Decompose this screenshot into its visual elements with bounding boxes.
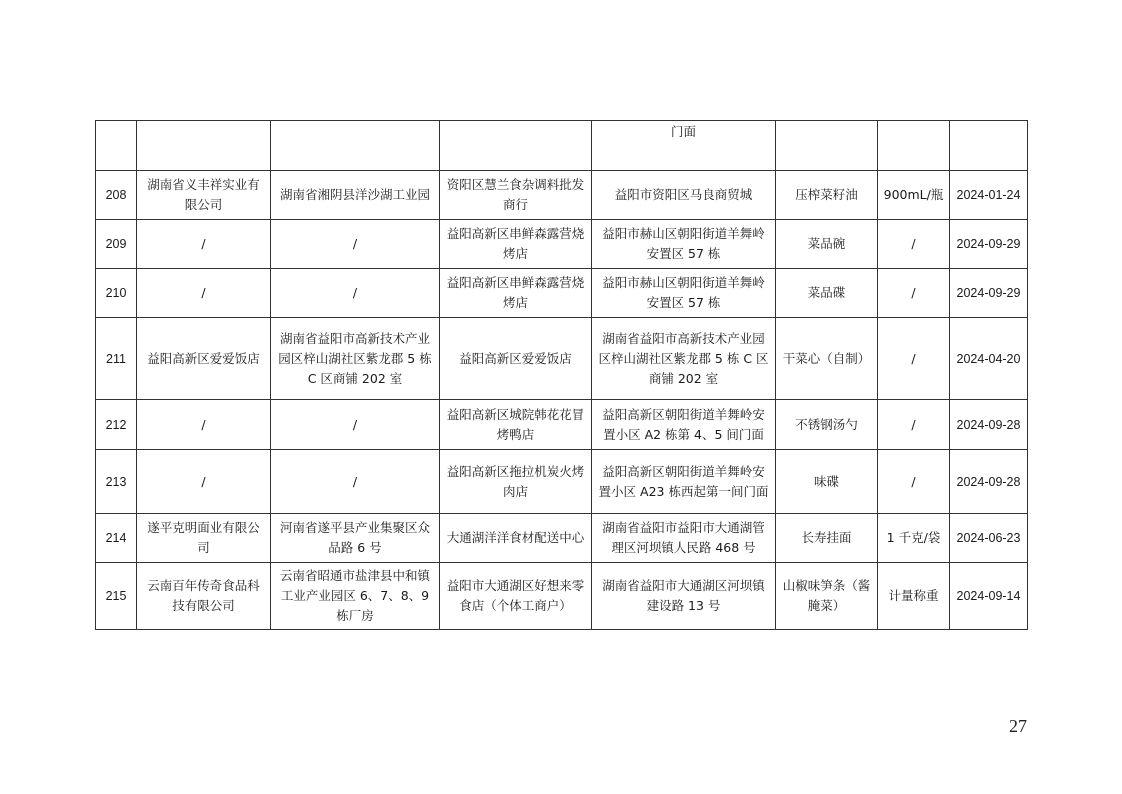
page-number: 27 <box>1009 716 1027 736</box>
cell-no: 212 <box>96 400 137 450</box>
cell-spec: 900mL/瓶 <box>878 171 950 220</box>
cell-date: 2024-06-23 <box>950 514 1028 563</box>
cell-no: 209 <box>96 220 137 269</box>
cell-no: 211 <box>96 318 137 400</box>
cell-seller <box>440 121 592 171</box>
cell-producer: 湖南省义丰祥实业有限公司 <box>137 171 271 220</box>
cell-producer <box>137 121 271 171</box>
cell-no: 214 <box>96 514 137 563</box>
cell-spec: / <box>878 400 950 450</box>
cell-producer: 遂平克明面业有限公司 <box>137 514 271 563</box>
cell-date <box>950 121 1028 171</box>
cell-seller-address: 益阳市资阳区马良商贸城 <box>592 171 776 220</box>
cell-product: 山椒味笋条（酱腌菜） <box>776 563 878 630</box>
cell-seller: 益阳高新区串鲜森露营烧烤店 <box>440 269 592 318</box>
cell-producer: / <box>137 400 271 450</box>
cell-no: 213 <box>96 450 137 514</box>
cell-seller: 益阳高新区串鲜森露营烧烤店 <box>440 220 592 269</box>
cell-producer: / <box>137 450 271 514</box>
cell-spec: 计量称重 <box>878 563 950 630</box>
continuation-row <box>96 121 1028 171</box>
cell-date: 2024-09-14 <box>950 563 1028 630</box>
table-row <box>96 318 1028 400</box>
cell-spec: 1 千克/袋 <box>878 514 950 563</box>
cell-seller: 益阳市大通湖区好想来零食店（个体工商户） <box>440 563 592 630</box>
cell-date: 2024-09-29 <box>950 220 1028 269</box>
cell-seller-address: 门面 <box>592 121 776 171</box>
table-row <box>96 450 1028 514</box>
cell-seller: 资阳区慧兰食杂调料批发商行 <box>440 171 592 220</box>
cell-product: 长寿挂面 <box>776 514 878 563</box>
cell-product <box>776 121 878 171</box>
cell-producer-address: / <box>271 220 440 269</box>
cell-no: 208 <box>96 171 137 220</box>
cell-producer: / <box>137 269 271 318</box>
cell-spec: / <box>878 318 950 400</box>
cell-producer-address: 河南省遂平县产业集聚区众品路 6 号 <box>271 514 440 563</box>
table-row <box>96 171 1028 220</box>
cell-no: 215 <box>96 563 137 630</box>
cell-seller-address: 湖南省益阳市高新技术产业园区梓山湖社区紫龙郡 5 栋 C 区商铺 202 室 <box>592 318 776 400</box>
cell-seller: 大通湖洋洋食材配送中心 <box>440 514 592 563</box>
cell-spec <box>878 121 950 171</box>
cell-producer-address: 湖南省益阳市高新技术产业园区梓山湖社区紫龙郡 5 栋 C 区商铺 202 室 <box>271 318 440 400</box>
cell-no: 210 <box>96 269 137 318</box>
cell-product: 干菜心（自制） <box>776 318 878 400</box>
table-row <box>96 269 1028 318</box>
cell-date: 2024-09-28 <box>950 400 1028 450</box>
table-row <box>96 514 1028 563</box>
table-row <box>96 563 1028 630</box>
cell-seller: 益阳高新区爱爱饭店 <box>440 318 592 400</box>
sampling-results-table <box>95 120 1028 630</box>
cell-product: 压榨菜籽油 <box>776 171 878 220</box>
cell-product: 菜品碗 <box>776 220 878 269</box>
cell-producer: 云南百年传奇食品科技有限公司 <box>137 563 271 630</box>
cell-producer-address: 云南省昭通市盐津县中和镇工业产业园区 6、7、8、9 栋厂房 <box>271 563 440 630</box>
cell-no <box>96 121 137 171</box>
cell-seller: 益阳高新区拖拉机炭火烤肉店 <box>440 450 592 514</box>
cell-seller-address: 益阳市赫山区朝阳街道羊舞岭安置区 57 栋 <box>592 269 776 318</box>
table-row <box>96 220 1028 269</box>
cell-product: 菜品碟 <box>776 269 878 318</box>
cell-seller-address: 湖南省益阳市益阳市大通湖管理区河坝镇人民路 468 号 <box>592 514 776 563</box>
cell-product: 味碟 <box>776 450 878 514</box>
cell-spec: / <box>878 450 950 514</box>
cell-seller-address: 益阳市赫山区朝阳街道羊舞岭安置区 57 栋 <box>592 220 776 269</box>
cell-date: 2024-04-20 <box>950 318 1028 400</box>
cell-producer: 益阳高新区爱爱饭店 <box>137 318 271 400</box>
cell-spec: / <box>878 220 950 269</box>
cell-seller-address: 益阳高新区朝阳街道羊舞岭安置小区 A2 栋第 4、5 间门面 <box>592 400 776 450</box>
cell-producer-address: / <box>271 269 440 318</box>
cell-spec: / <box>878 269 950 318</box>
cell-producer-address <box>271 121 440 171</box>
cell-producer: / <box>137 220 271 269</box>
cell-producer-address: / <box>271 450 440 514</box>
cell-seller-address: 湖南省益阳市大通湖区河坝镇建设路 13 号 <box>592 563 776 630</box>
cell-seller: 益阳高新区城院韩花花冒烤鸭店 <box>440 400 592 450</box>
cell-date: 2024-09-29 <box>950 269 1028 318</box>
cell-date: 2024-01-24 <box>950 171 1028 220</box>
table-row <box>96 400 1028 450</box>
cell-date: 2024-09-28 <box>950 450 1028 514</box>
cell-product: 不锈钢汤勺 <box>776 400 878 450</box>
cell-producer-address: / <box>271 400 440 450</box>
cell-seller-address: 益阳高新区朝阳街道羊舞岭安置小区 A23 栋西起第一间门面 <box>592 450 776 514</box>
cell-producer-address: 湖南省湘阴县洋沙湖工业园 <box>271 171 440 220</box>
